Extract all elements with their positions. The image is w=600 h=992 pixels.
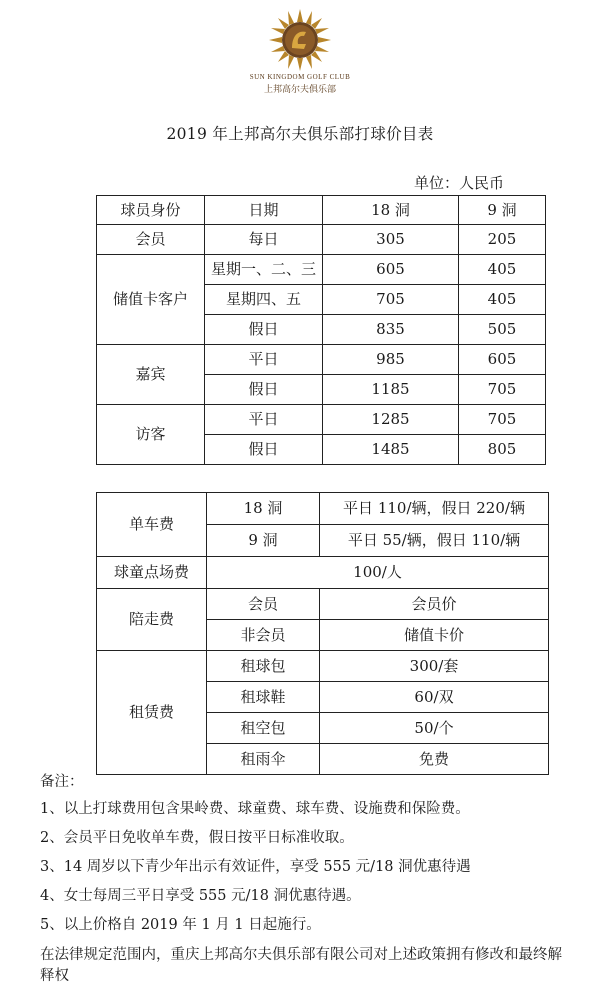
player-type-guest: 嘉宾 bbox=[97, 345, 205, 405]
price-9-cell: 505 bbox=[459, 315, 546, 345]
price-18-cell: 305 bbox=[323, 225, 459, 255]
date-cell: 星期四、五 bbox=[205, 285, 323, 315]
fee-type-cart: 单车费 bbox=[97, 493, 207, 557]
price-9-cell: 605 bbox=[459, 345, 546, 375]
header-9-holes: 9 洞 bbox=[459, 196, 546, 225]
date-cell: 每日 bbox=[205, 225, 323, 255]
fee-price-cell: 60/双 bbox=[320, 682, 549, 713]
note-item: 1、以上打球费用包含果岭费、球童费、球车费、设施费和保险费。 bbox=[40, 801, 470, 817]
price-18-cell: 985 bbox=[323, 345, 459, 375]
price-9-cell: 705 bbox=[459, 405, 546, 435]
note-item: 5、以上价格自 2019 年 1 月 1 日起施行。 bbox=[40, 917, 321, 933]
date-cell: 假日 bbox=[205, 435, 323, 465]
fee-price-cell: 免费 bbox=[320, 744, 549, 775]
fee-price-cell: 储值卡价 bbox=[320, 620, 549, 651]
logo-chinese-name: 上邦高尔夫俱乐部 bbox=[263, 85, 336, 95]
price-18-cell: 835 bbox=[323, 315, 459, 345]
table-row bbox=[97, 557, 549, 589]
legal-disclaimer: 在法律规定范围内，重庆上邦高尔夫俱乐部有限公司对上述政策拥有修改和最终解释权 bbox=[40, 947, 562, 984]
logo-english-name: SUN KINGDOM GOLF CLUB bbox=[249, 73, 351, 81]
rental-item-cell: 租球包 bbox=[207, 651, 320, 682]
extra-fee-table bbox=[96, 492, 549, 775]
fee-type-escort: 陪走费 bbox=[97, 589, 207, 651]
price-18-cell: 705 bbox=[323, 285, 459, 315]
table-header-row bbox=[97, 196, 546, 225]
header-18-holes: 18 洞 bbox=[323, 196, 459, 225]
page-title: 2019 年上邦高尔夫俱乐部打球价目表 bbox=[166, 125, 434, 143]
holes-cell: 18 洞 bbox=[207, 493, 320, 525]
fee-type-caddie: 球童点场费 bbox=[97, 557, 207, 589]
player-type-member: 会员 bbox=[97, 225, 205, 255]
price-18-cell: 605 bbox=[323, 255, 459, 285]
fee-price-cell: 会员价 bbox=[320, 589, 549, 620]
date-cell: 假日 bbox=[205, 375, 323, 405]
price-9-cell: 205 bbox=[459, 225, 546, 255]
date-cell: 平日 bbox=[205, 405, 323, 435]
fee-price-cell: 平日 55/辆，假日 110/辆 bbox=[320, 525, 549, 557]
price-18-cell: 1285 bbox=[323, 405, 459, 435]
player-type-visitor: 访客 bbox=[97, 405, 205, 465]
note-item: 4、女士每周三平日享受 555 元/18 洞优惠待遇。 bbox=[40, 888, 361, 904]
escort-type-cell: 会员 bbox=[207, 589, 320, 620]
player-type-stored-value: 储值卡客户 bbox=[97, 255, 205, 345]
date-cell: 假日 bbox=[205, 315, 323, 345]
table-row bbox=[97, 589, 549, 620]
price-9-cell: 705 bbox=[459, 375, 546, 405]
rental-item-cell: 租雨伞 bbox=[207, 744, 320, 775]
holes-cell: 9 洞 bbox=[207, 525, 320, 557]
price-9-cell: 405 bbox=[459, 255, 546, 285]
fee-type-rental: 租赁费 bbox=[97, 651, 207, 775]
club-logo bbox=[0, 8, 600, 95]
rental-item-cell: 租球鞋 bbox=[207, 682, 320, 713]
escort-type-cell: 非会员 bbox=[207, 620, 320, 651]
fee-price-cell: 50/个 bbox=[320, 713, 549, 744]
green-fee-table bbox=[96, 195, 546, 465]
date-cell: 星期一、二、三 bbox=[205, 255, 323, 285]
fee-price-cell: 平日 110/辆，假日 220/辆 bbox=[320, 493, 549, 525]
table-row bbox=[97, 651, 549, 682]
table-row bbox=[97, 345, 546, 375]
note-item: 3、14 周岁以下青少年出示有效证件，享受 555 元/18 洞优惠待遇 bbox=[40, 859, 471, 875]
rental-item-cell: 租空包 bbox=[207, 713, 320, 744]
price-18-cell: 1185 bbox=[323, 375, 459, 405]
price-18-cell: 1485 bbox=[323, 435, 459, 465]
table-row bbox=[97, 225, 546, 255]
fee-price-cell: 100/人 bbox=[207, 557, 549, 589]
date-cell: 平日 bbox=[205, 345, 323, 375]
header-date: 日期 bbox=[205, 196, 323, 225]
price-9-cell: 405 bbox=[459, 285, 546, 315]
header-player-type: 球员身份 bbox=[97, 196, 205, 225]
table-row bbox=[97, 255, 546, 285]
notes-heading: 备注： bbox=[40, 774, 84, 790]
fee-price-cell: 300/套 bbox=[320, 651, 549, 682]
note-item: 2、会员平日免收单车费，假日按平日标准收取。 bbox=[40, 830, 354, 846]
table-row bbox=[97, 405, 546, 435]
currency-unit: 单位：人民币 bbox=[414, 174, 505, 192]
notes-section bbox=[40, 770, 585, 940]
table-row bbox=[97, 493, 549, 525]
sun-emblem-icon bbox=[268, 8, 332, 72]
price-9-cell: 805 bbox=[459, 435, 546, 465]
